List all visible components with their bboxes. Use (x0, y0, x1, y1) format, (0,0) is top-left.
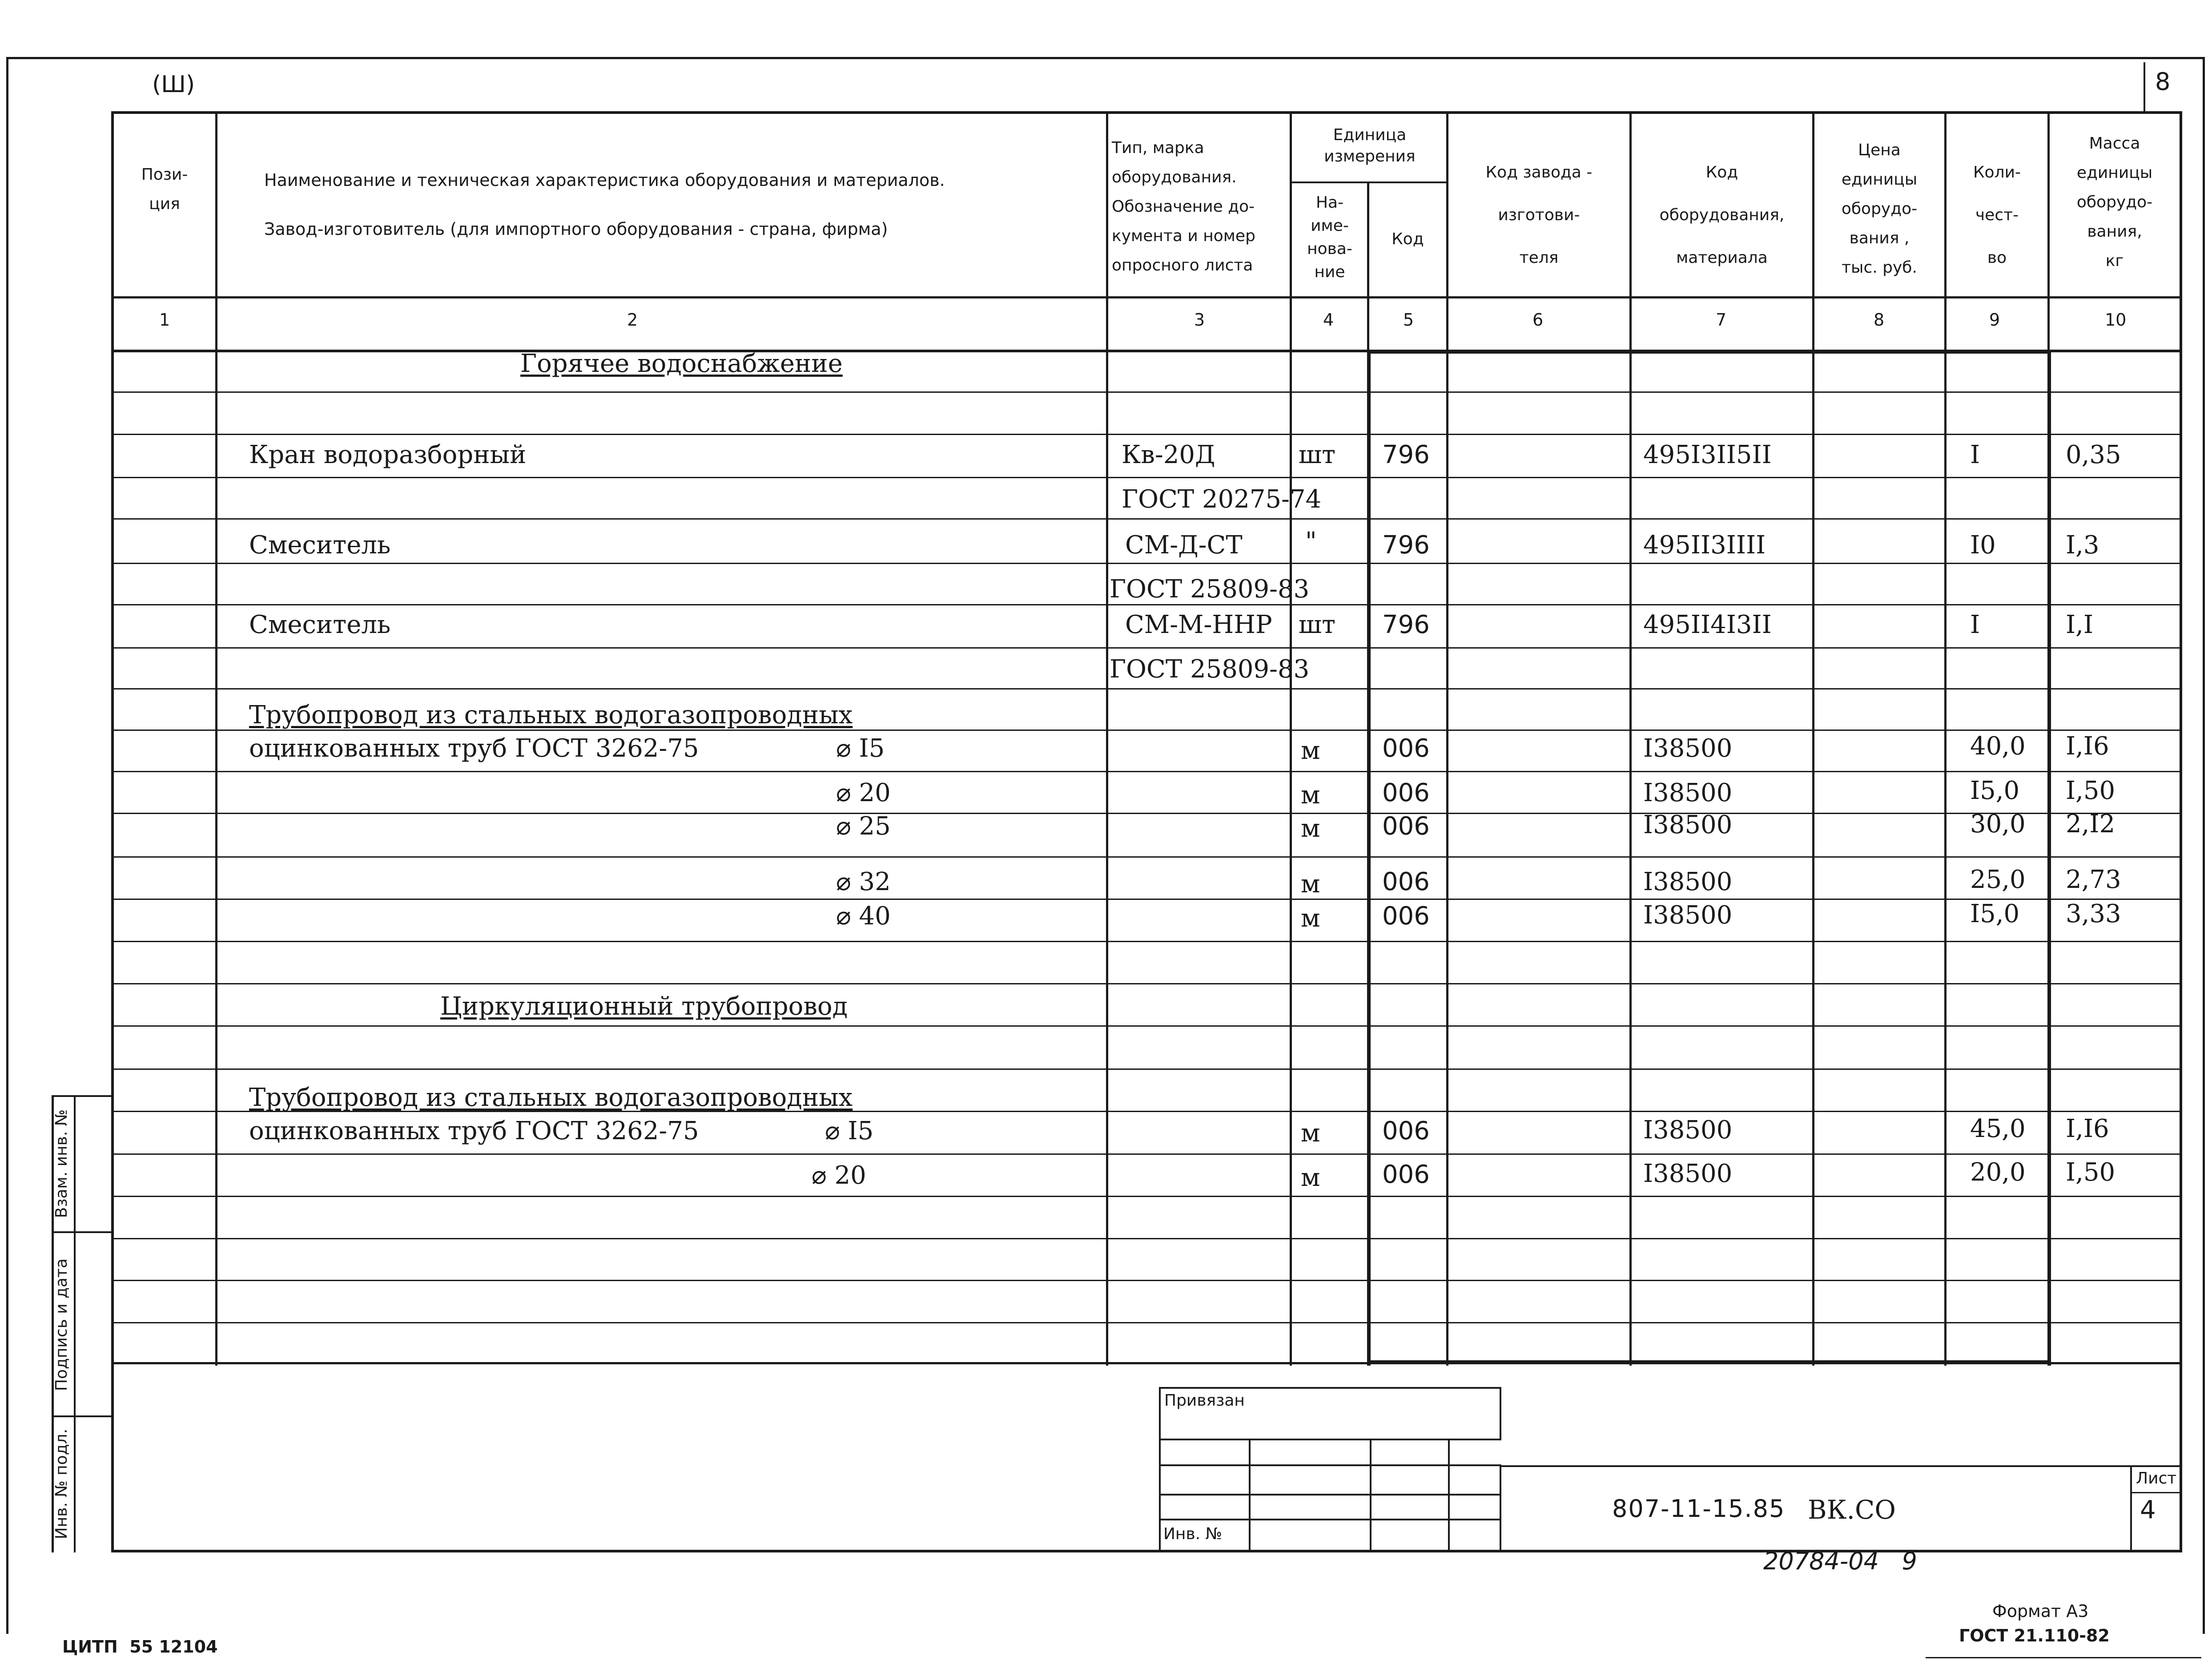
row-unit: м (1301, 781, 1320, 810)
row-code: 796 (1382, 440, 1430, 469)
stamp-col (1500, 1465, 1501, 1550)
row-qty: 40,0 (1970, 732, 2026, 761)
row-mcode: I38500 (1643, 778, 1733, 807)
row-qty: 45,0 (1970, 1114, 2026, 1143)
stamp-doc-code: 807-11-15.85 (1612, 1495, 1786, 1523)
row-type: СМ-Д-СТ (1125, 531, 1243, 560)
sheet-number: 4 (2140, 1496, 2156, 1524)
row-qty: 30,0 (1970, 810, 2026, 839)
row-mcode: I38500 (1643, 734, 1733, 763)
row-mass: 2,73 (2066, 865, 2121, 894)
row-type-doc: ГОСТ 25809-83 (1110, 575, 1310, 604)
row-mass: I,50 (2066, 776, 2115, 805)
header-col8: Цена единицы оборудо- вания , тыс. руб. (1841, 141, 1918, 277)
outer-frame-right (2203, 57, 2205, 1634)
row-mass: 2,I2 (2066, 810, 2115, 839)
row-type-doc: ГОСТ 25809-83 (1110, 655, 1310, 684)
sheet-box-left (2130, 1465, 2132, 1550)
col-line-7 (1812, 111, 1814, 1366)
side-strip-mid (74, 1095, 76, 1552)
row-unit: " (1305, 527, 1317, 556)
row-line (111, 1280, 2182, 1281)
row-type: Кв-20Д (1122, 440, 1215, 469)
header-col9: Коли- чест- во (1973, 163, 2021, 267)
row-code: 006 (1382, 1160, 1430, 1189)
row-mcode: 495II3IIII (1643, 531, 1766, 560)
sheet-box-mid (2130, 1492, 2182, 1493)
row-line (111, 563, 2182, 564)
stamp-box-top (1159, 1387, 1501, 1389)
sheet-label: Лист (2136, 1469, 2177, 1488)
row-mcode: I38500 (1643, 867, 1733, 896)
bottom-left-label: ЦИТП 55 12104 (62, 1637, 218, 1657)
row-line (111, 477, 2182, 478)
unit-group-divider (1290, 181, 1448, 183)
header-bottom-line (111, 296, 2182, 298)
row-mass: I,I6 (2066, 732, 2109, 761)
row-line (111, 1196, 2182, 1197)
row-line (111, 1322, 2182, 1323)
row-code: 006 (1382, 867, 1430, 896)
outer-frame-left (6, 57, 8, 1634)
page-box-left (2144, 62, 2145, 113)
table-right-border (2180, 111, 2182, 1552)
row-line (111, 604, 2182, 605)
row-unit: м (1301, 870, 1320, 899)
stamp-mark: ВК.СО (1808, 1495, 1896, 1525)
stamp-box-left (1159, 1387, 1161, 1550)
colnum-9: 9 (1989, 310, 2000, 330)
row-mcode: 495I3II5II (1643, 440, 1772, 469)
header-col5: Код (1392, 230, 1424, 248)
stamp-col (1249, 1439, 1251, 1550)
side-label-inv-orig: Инв. № подл. (52, 1428, 71, 1540)
row-code: 006 (1382, 734, 1430, 763)
row-line (111, 688, 2182, 689)
row-mcode: I38500 (1643, 1116, 1733, 1145)
row-code: 796 (1382, 610, 1430, 639)
colnum-1: 1 (159, 310, 170, 330)
pipe-desc-line2: оцинкованных труб ГОСТ 3262-75 (249, 734, 699, 763)
row-code: 006 (1382, 1117, 1430, 1145)
col-line-1 (215, 111, 217, 1366)
row-line (111, 771, 2182, 772)
colnum-10: 10 (2105, 310, 2127, 330)
row-mass: I,I (2066, 610, 2094, 639)
row-qty: I0 (1970, 531, 1996, 560)
row-unit: м (1301, 736, 1320, 765)
col-line-9b (2047, 351, 2051, 1366)
pipe-diameter: ⌀ 40 (836, 902, 891, 931)
pipe-desc-line1: Трубопровод из стальных водогазопроводных (249, 701, 853, 730)
row-unit: м (1301, 814, 1320, 843)
col-line-4b (1367, 351, 1371, 1366)
row-mass: I,3 (2066, 531, 2099, 560)
row-unit: шт (1299, 610, 1336, 639)
table-left-border (111, 111, 114, 1552)
outer-frame-top (6, 57, 2205, 59)
stamp-line (1159, 1494, 1501, 1496)
page-number: 8 (2155, 68, 2171, 96)
row-line (111, 391, 2182, 393)
row-name: Смеситель (249, 531, 391, 560)
colnum-2: 2 (627, 310, 638, 330)
row-code: 006 (1382, 812, 1430, 841)
row-code: 006 (1382, 902, 1430, 931)
stamp-col (1448, 1439, 1450, 1550)
side-label-replace-inv: Взам. инв. № (52, 1109, 71, 1218)
pipe-diameter: ⌀ 20 (836, 778, 891, 807)
row-line (111, 1153, 2182, 1155)
row-line (111, 983, 2182, 984)
pipe-diameter: ⌀ I5 (836, 734, 885, 763)
row-type-doc: ГОСТ 20275-74 (1122, 485, 1322, 514)
col-line-3 (1290, 111, 1292, 1366)
row-mcode: I38500 (1643, 810, 1733, 839)
header-col4: На- име- нова- ние (1307, 194, 1352, 281)
row-qty: I (1970, 440, 1980, 469)
pipe-diameter: ⌀ I5 (825, 1117, 874, 1145)
corner-label: (Ш) (152, 71, 195, 98)
stamp-inv-label: Инв. № (1163, 1525, 1223, 1543)
row-mcode: I38500 (1643, 901, 1733, 930)
header-col6: Код завода - изготови- теля (1485, 163, 1593, 267)
pipe-desc-line2: оцинкованных труб ГОСТ 3262-75 (249, 1117, 699, 1145)
row-mass: 0,35 (2066, 440, 2121, 469)
side-label-sign-date: Подпись и дата (52, 1258, 71, 1391)
stamp-line (1500, 1465, 2182, 1467)
row-type: СМ-М-ННР (1125, 610, 1272, 639)
header-unit-group: Единица измерения (1324, 126, 1416, 165)
stamp-bound-label: Привязан (1164, 1391, 1245, 1410)
header-col2: Наименование и техническая характеристика оборудования и материалов. Завод-изготовитель (для импортного оборудования - страна, фирма) (264, 170, 945, 239)
row-name: Смеситель (249, 610, 391, 639)
handwritten-number: 20784-04 9 (1763, 1547, 1917, 1575)
row-line (111, 1068, 2182, 1070)
row-line (111, 647, 2182, 649)
format-label: Формат А3 (1992, 1601, 2089, 1621)
header-col1: Пози- ция (141, 165, 188, 213)
row-line (111, 899, 2182, 900)
row-unit: м (1301, 1163, 1320, 1192)
row-mass: I,I6 (2066, 1114, 2109, 1143)
section-title-hot-water: Горячее водоснабжение (520, 349, 843, 378)
col-line-5 (1446, 111, 1448, 1366)
header-col3: Тип, марка оборудования. Обозначение до- кумента и номер опросного листа (1112, 139, 1255, 274)
row-code: 796 (1382, 531, 1430, 560)
colnum-4: 4 (1323, 310, 1334, 330)
row-line (111, 730, 2182, 731)
row-mass: 3,33 (2066, 899, 2121, 928)
row-mass: I,50 (2066, 1158, 2115, 1187)
bold-body-bottom (1367, 1360, 2051, 1364)
stamp-line (1159, 1439, 1501, 1440)
stamp-col (1370, 1439, 1371, 1550)
header-col7: Код оборудования, материала (1659, 163, 1785, 267)
row-mcode: 495II4I3II (1643, 610, 1772, 639)
row-line (111, 1238, 2182, 1239)
col-line-2 (1106, 111, 1108, 1366)
header-col10: Масса единицы оборудо- вания, кг (2076, 134, 2153, 270)
row-name: Кран водоразборный (249, 440, 527, 469)
row-qty: 25,0 (1970, 865, 2026, 894)
row-qty: 20,0 (1970, 1158, 2026, 1187)
row-qty: I5,0 (1970, 776, 2020, 805)
row-line (111, 856, 2182, 858)
row-mcode: I38500 (1643, 1159, 1733, 1188)
colnum-7: 7 (1716, 310, 1727, 330)
row-qty: I5,0 (1970, 899, 2020, 928)
row-line (111, 1025, 2182, 1027)
row-code: 006 (1382, 778, 1430, 807)
table-top-border (111, 111, 2182, 114)
stamp-box-right (1500, 1387, 1501, 1440)
bold-body-top (1367, 350, 2051, 354)
colnum-6: 6 (1532, 310, 1544, 330)
pipe-diameter: ⌀ 20 (812, 1161, 866, 1190)
colnum-5: 5 (1403, 310, 1414, 330)
row-qty: I (1970, 610, 1980, 639)
row-line (111, 941, 2182, 942)
row-unit: м (1301, 1119, 1320, 1148)
stamp-line (1159, 1464, 1501, 1466)
row-unit: м (1301, 904, 1320, 933)
row-line (111, 813, 2182, 814)
colnum-3: 3 (1194, 310, 1205, 330)
section-title-circulation: Циркуляционный трубопровод (440, 992, 848, 1021)
col-line-6 (1629, 111, 1632, 1366)
row-unit: шт (1299, 440, 1336, 469)
col-line-8 (1944, 111, 1947, 1366)
pipe-desc-line1: Трубопровод из стальных водогазопроводных (249, 1083, 853, 1112)
stamp-line (1159, 1519, 1501, 1520)
pipe-diameter: ⌀ 32 (836, 867, 891, 896)
pipe-diameter: ⌀ 25 (836, 812, 891, 841)
row-line (111, 518, 2182, 520)
standard-label: ГОСТ 21.110-82 (1959, 1626, 2110, 1645)
bottom-right-rule (1926, 1657, 2201, 1658)
row-line (111, 434, 2182, 435)
colnum-8: 8 (1874, 310, 1885, 330)
